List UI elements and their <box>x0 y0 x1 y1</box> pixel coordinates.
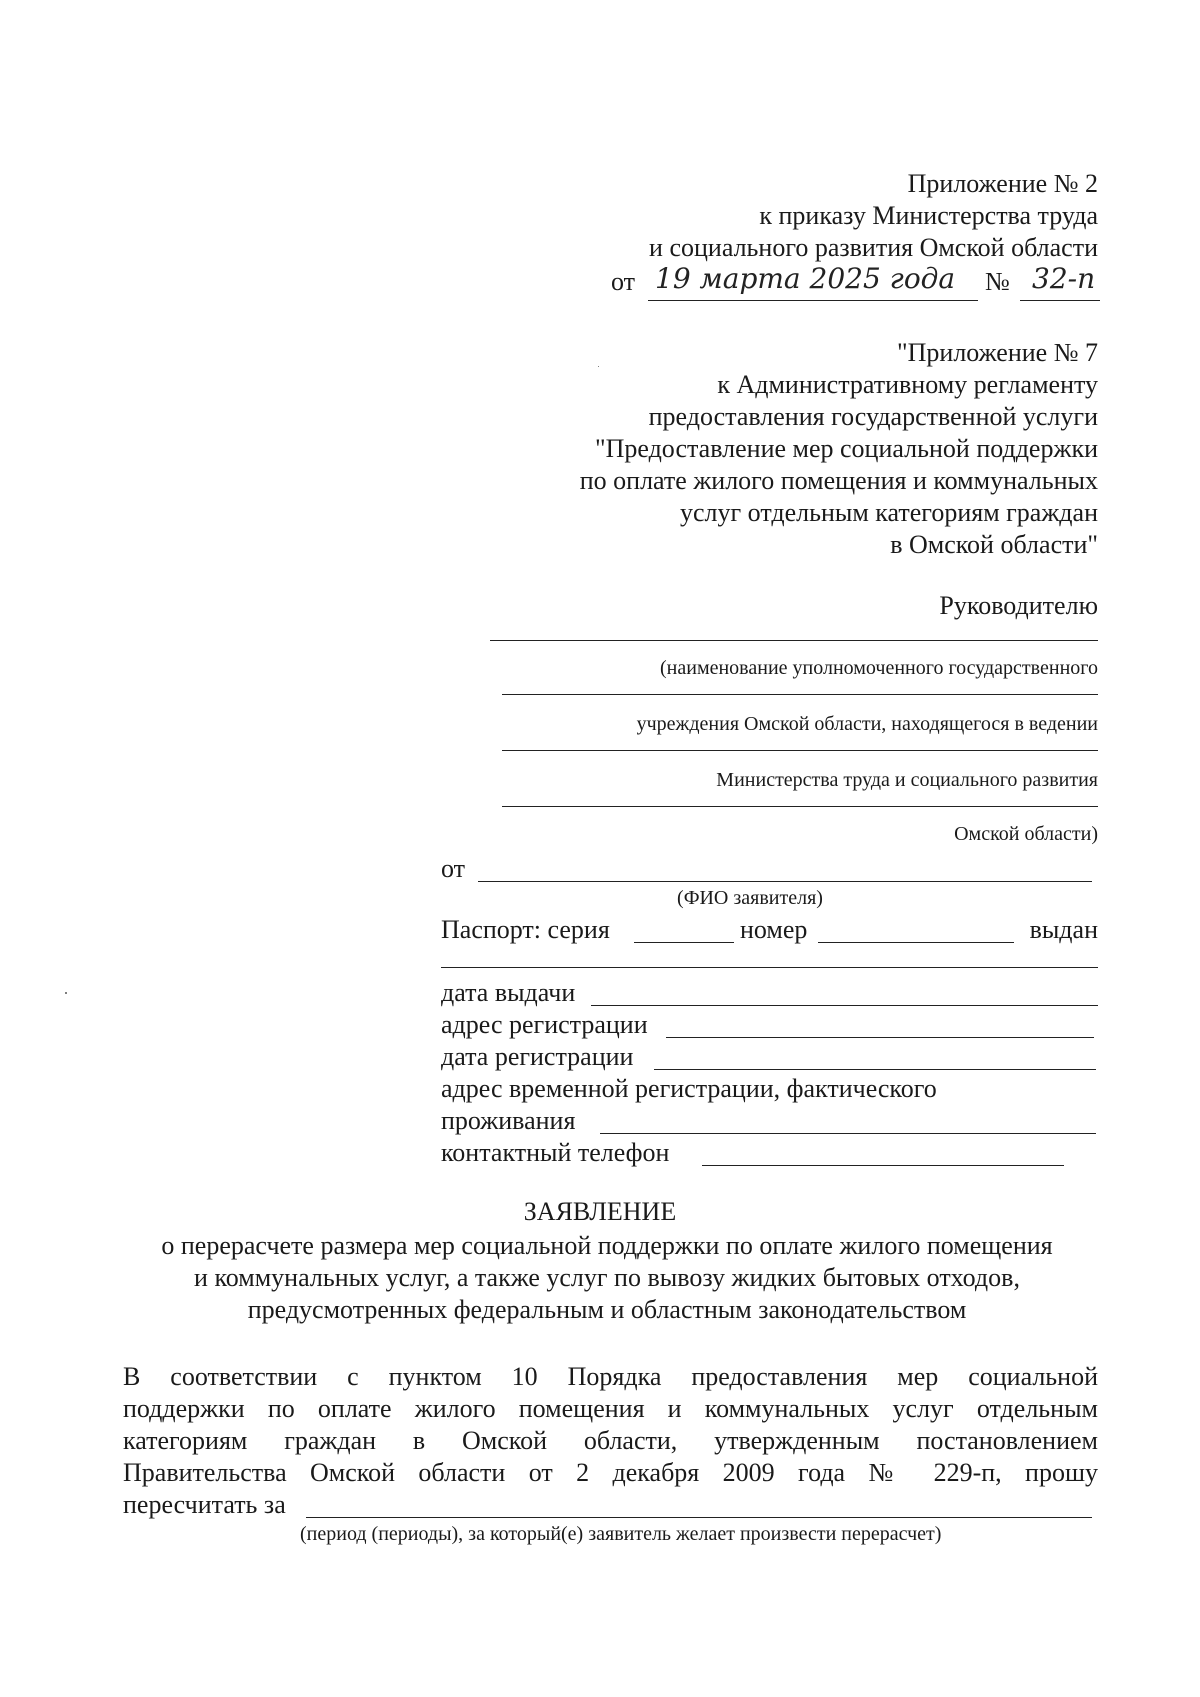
phone-label: контактный телефон <box>441 1138 670 1167</box>
registration-date-line <box>654 1045 1096 1070</box>
issued-by-line <box>441 967 1098 968</box>
reglament-line-4: "Предоставление мер социальной поддержки <box>594 434 1098 463</box>
residence-line <box>600 1109 1096 1134</box>
passport-series-line <box>634 918 734 943</box>
registration-address-line <box>666 1013 1094 1038</box>
order-ref-line: к приказу Министерства труда <box>759 201 1098 230</box>
reglament-line-2: к Административному регламенту <box>717 370 1098 399</box>
addressee-line-3 <box>502 750 1098 751</box>
statement-subtitle-2: и коммунальных услуг, а также услуг по вывозу жидких бытовых отходов, <box>194 1263 1020 1292</box>
registration-date-label: дата регистрации <box>441 1042 634 1071</box>
scan-speck <box>598 366 599 367</box>
statement-subtitle-1: о перерасчете размера мер социальной поддержки по оплате жилого помещения <box>161 1231 1053 1260</box>
passport-label: Паспорт: серия <box>441 915 610 944</box>
order-date-handwritten: 19 марта 2025 года <box>655 262 956 295</box>
addressee-hint-1: (наименование уполномоченного государственного <box>660 657 1098 679</box>
registration-address-label: адрес регистрации <box>441 1010 648 1039</box>
scan-speck <box>65 992 67 994</box>
order-date-prefix: от <box>611 267 636 296</box>
body-line-3: категориям граждан в Омской области, утвержденным постановлением <box>123 1426 1098 1455</box>
issue-date-line <box>591 981 1098 1006</box>
issue-date-label: дата выдачи <box>441 978 576 1007</box>
fio-line <box>478 857 1092 882</box>
statement-title: ЗАЯВЛЕНИЕ <box>523 1197 677 1226</box>
fio-hint: (ФИО заявителя) <box>677 887 823 909</box>
statement-subtitle-3: предусмотренных федеральным и областным законодательством <box>247 1295 967 1324</box>
passport-number-line <box>818 918 1014 943</box>
period-line <box>306 1493 1092 1518</box>
addressee-title: Руководителю <box>939 591 1098 620</box>
reglament-line-7: в Омской области" <box>890 530 1098 559</box>
body-line-1: В соответствии с пунктом 10 Порядка предоставления мер социальной <box>123 1362 1098 1391</box>
reglament-line-3: предоставления государственной услуги <box>648 402 1098 431</box>
temp-address-label: адрес временной регистрации, фактического <box>441 1074 937 1103</box>
addressee-line-2 <box>502 694 1098 695</box>
addressee-line-1 <box>490 640 1098 641</box>
passport-number-label: номер <box>740 915 808 944</box>
passport-issued-label: выдан <box>1029 915 1098 944</box>
order-number-handwritten: 32-п <box>1032 262 1096 295</box>
reglament-line-1: "Приложение № 7 <box>897 338 1098 367</box>
order-number-prefix: № <box>985 267 1010 296</box>
residence-label: проживания <box>441 1106 576 1135</box>
addressee-hint-4: Омской области) <box>954 823 1098 845</box>
from-label: от <box>441 854 466 883</box>
phone-line <box>702 1141 1064 1166</box>
reglament-line-6: услуг отдельным категориям граждан <box>680 498 1098 527</box>
body-last-line-prefix: пересчитать за <box>123 1490 286 1519</box>
period-hint: (период (периоды), за который(е) заявитель желает произвести перерасчет) <box>300 1523 942 1545</box>
body-line-2: поддержки по оплате жилого помещения и коммунальных услуг отдельным <box>123 1394 1098 1423</box>
reglament-line-5: по оплате жилого помещения и коммунальных <box>579 466 1098 495</box>
body-line-4: Правительства Омской области от 2 декабря 2009 года № 229-п, прошу <box>123 1458 1098 1487</box>
addressee-hint-3: Министерства труда и социального развития <box>716 769 1098 791</box>
addressee-hint-2: учреждения Омской области, находящегося в ведении <box>636 713 1098 735</box>
order-appendix-line: Приложение № 2 <box>907 169 1098 198</box>
order-ministry-line: и социального развития Омской области <box>649 233 1098 262</box>
addressee-line-4 <box>502 806 1098 807</box>
